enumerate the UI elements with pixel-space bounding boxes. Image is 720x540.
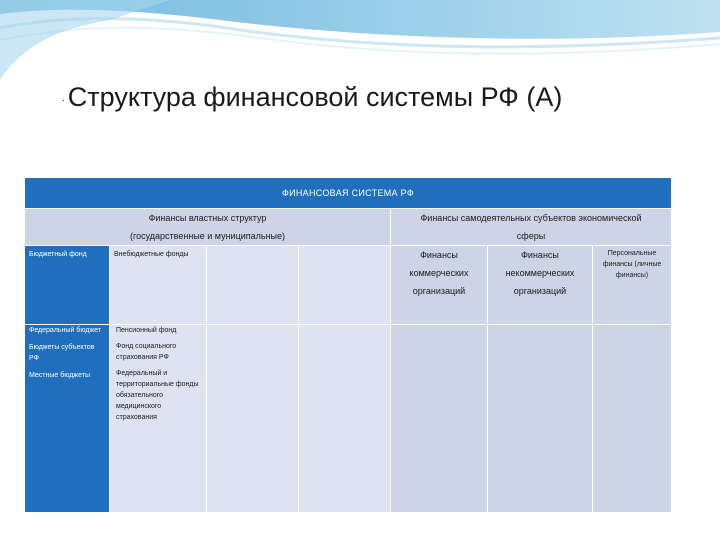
offbudget-item-medical: Федеральный и территориальные фонды обязательного медицинского страхования bbox=[116, 370, 199, 421]
col-noncommercial-line1: Финансы bbox=[521, 250, 559, 260]
col-personal-line3: финансы) bbox=[615, 272, 649, 279]
col-empty-2 bbox=[299, 246, 390, 324]
col-commercial-line2: коммерческих bbox=[409, 268, 469, 278]
col-empty-1 bbox=[207, 246, 298, 324]
col-commercial-finance bbox=[391, 246, 487, 324]
decorative-swoosh bbox=[0, 0, 720, 90]
finance-system-table bbox=[25, 178, 671, 512]
group-authority-finance bbox=[25, 209, 390, 245]
body-empty-commercial bbox=[391, 325, 487, 512]
group-authority-line1: Финансы властных структур bbox=[148, 213, 267, 223]
group-authority-line2: (государственные и муниципальные) bbox=[129, 231, 286, 241]
col-budget-fund-label: Бюджетный фонд bbox=[29, 251, 87, 258]
col-personal-line2: финансы (личные bbox=[602, 261, 662, 268]
body-empty-noncommercial bbox=[488, 325, 592, 512]
title-text: Структура финансовой системы РФ (А) bbox=[67, 82, 563, 112]
col-commercial-line1: Финансы bbox=[420, 250, 458, 260]
budget-item-local: Местные бюджеты bbox=[29, 372, 91, 379]
offbudget-item-social: Фонд социального страхования РФ bbox=[116, 343, 177, 361]
col-commercial-line3: организаций bbox=[412, 286, 466, 296]
col-personal-line1: Персональные bbox=[607, 250, 657, 257]
budget-item-federal: Федеральный бюджет bbox=[29, 327, 102, 334]
table-header bbox=[25, 178, 671, 208]
col-noncommercial-finance bbox=[488, 246, 592, 324]
title-bullet: . bbox=[62, 93, 65, 105]
slide-title bbox=[62, 82, 562, 113]
col-personal-finance bbox=[593, 246, 671, 324]
group-independent-line1: Финансы самодеятельных субъектов экономической bbox=[420, 213, 642, 223]
col-offbudget-funds-label: Внебюджетные фонды bbox=[114, 251, 189, 258]
col-budget-fund bbox=[25, 246, 109, 324]
table-header-label: ФИНАНСОВАЯ СИСТЕМА РФ bbox=[281, 188, 415, 198]
group-independent-line2: сферы bbox=[516, 231, 546, 241]
offbudget-items-cell bbox=[110, 325, 206, 512]
body-empty-personal bbox=[593, 325, 671, 512]
col-noncommercial-line3: организаций bbox=[513, 286, 567, 296]
budget-items-cell bbox=[25, 325, 109, 512]
budget-item-regional: Бюджеты субъектов РФ bbox=[29, 344, 95, 362]
col-noncommercial-line2: некоммерческих bbox=[505, 268, 575, 278]
offbudget-item-pension: Пенсионный фонд bbox=[116, 327, 177, 334]
body-empty-2 bbox=[299, 325, 390, 512]
group-independent-finance bbox=[391, 209, 671, 245]
body-empty-1 bbox=[207, 325, 298, 512]
col-offbudget-funds bbox=[110, 246, 206, 324]
